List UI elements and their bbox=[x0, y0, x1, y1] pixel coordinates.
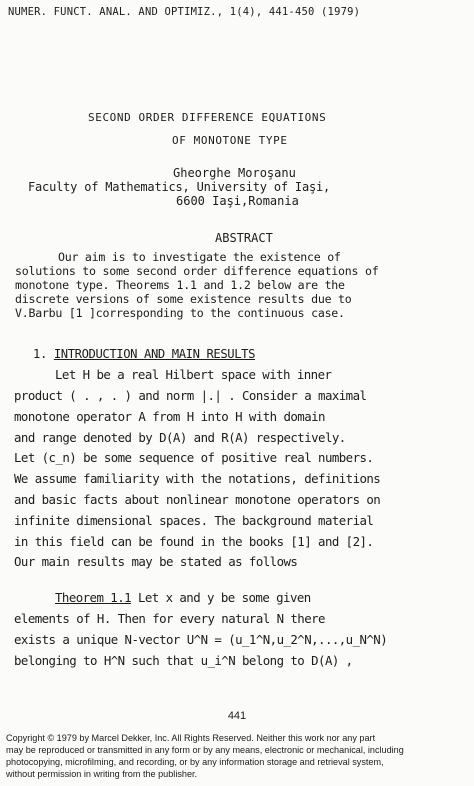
theorem-line-1 bbox=[55, 590, 311, 605]
body-line-5: Let (c_n) be some sequence of positive real numbers. bbox=[14, 450, 374, 465]
copyright-line-3: photocopying, microfilming, and recording, or by any information storage and retrieval system, bbox=[6, 757, 384, 767]
theorem-text-1: Let x and y be some given bbox=[137, 590, 311, 605]
body-line-7: and basic facts about nonlinear monotone operators on bbox=[14, 492, 381, 507]
author-name: Gheorghe Moroşanu bbox=[173, 166, 296, 180]
body-line-3: monotone operator A from H into H with domain bbox=[14, 409, 325, 424]
theorem-line-3: exists a unique N-vector U^N = (u_1^N,u_2^N,...,u_N^N) bbox=[14, 632, 388, 647]
page-number: 441 bbox=[227, 710, 247, 722]
author-affiliation: Faculty of Mathematics, University of Iaşi, bbox=[28, 180, 331, 194]
abstract-heading: ABSTRACT bbox=[215, 231, 273, 245]
abstract-line-1: Our aim is to investigate the existence of bbox=[58, 250, 341, 264]
copyright-line-4: without permission in writing from the publisher. bbox=[6, 769, 198, 779]
author-address: 6600 Iaşi,Romania bbox=[176, 194, 299, 208]
body-line-4: and range denoted by D(A) and R(A) respectively. bbox=[14, 430, 346, 445]
body-line-6: We assume familiarity with the notations, definitions bbox=[14, 471, 381, 486]
abstract-line-3: monotone type. Theorems 1.1 and 1.2 below are the bbox=[15, 278, 345, 292]
body-line-10: Our main results may be stated as follows bbox=[14, 554, 298, 569]
abstract-line-5: V.Barbu [1 ]corresponding to the continuous case. bbox=[15, 306, 345, 320]
section-number: 1. bbox=[33, 347, 47, 361]
body-line-1: Let H be a real Hilbert space with inner bbox=[55, 367, 332, 382]
journal-header: NUMER. FUNCT. ANAL. AND OPTIMIZ., 1(4), 441-450 (1979) bbox=[8, 6, 361, 18]
copyright-line-2: may be reproduced or transmitted in any form or by any means, electronic or mechanical, including bbox=[6, 745, 404, 755]
theorem-line-4: belonging to H^N such that u_i^N belong to D(A) , bbox=[14, 653, 353, 668]
abstract-line-2: solutions to some second order difference equations of bbox=[15, 264, 379, 278]
abstract-line-4: discrete versions of some existence results due to bbox=[15, 292, 352, 306]
section-heading bbox=[33, 347, 255, 361]
section-title: INTRODUCTION AND MAIN RESULTS bbox=[53, 347, 255, 361]
body-line-8: infinite dimensional spaces. The background material bbox=[14, 513, 374, 528]
body-line-2: product ( . , . ) and norm |.| . Consider a maximal bbox=[14, 388, 367, 403]
paper-title-line-1: SECOND ORDER DIFFERENCE EQUATIONS bbox=[88, 111, 327, 124]
copyright-line-1: Copyright © 1979 by Marcel Dekker, Inc. All Rights Reserved. Neither this work nor any part bbox=[6, 733, 376, 743]
body-line-9: in this field can be found in the books [1] and [2]. bbox=[14, 534, 374, 549]
theorem-label: Theorem 1.1 bbox=[55, 590, 132, 605]
theorem-line-2: elements of H. Then for every natural N there bbox=[14, 611, 325, 626]
paper-title-line-2: OF MONOTONE TYPE bbox=[172, 134, 288, 147]
